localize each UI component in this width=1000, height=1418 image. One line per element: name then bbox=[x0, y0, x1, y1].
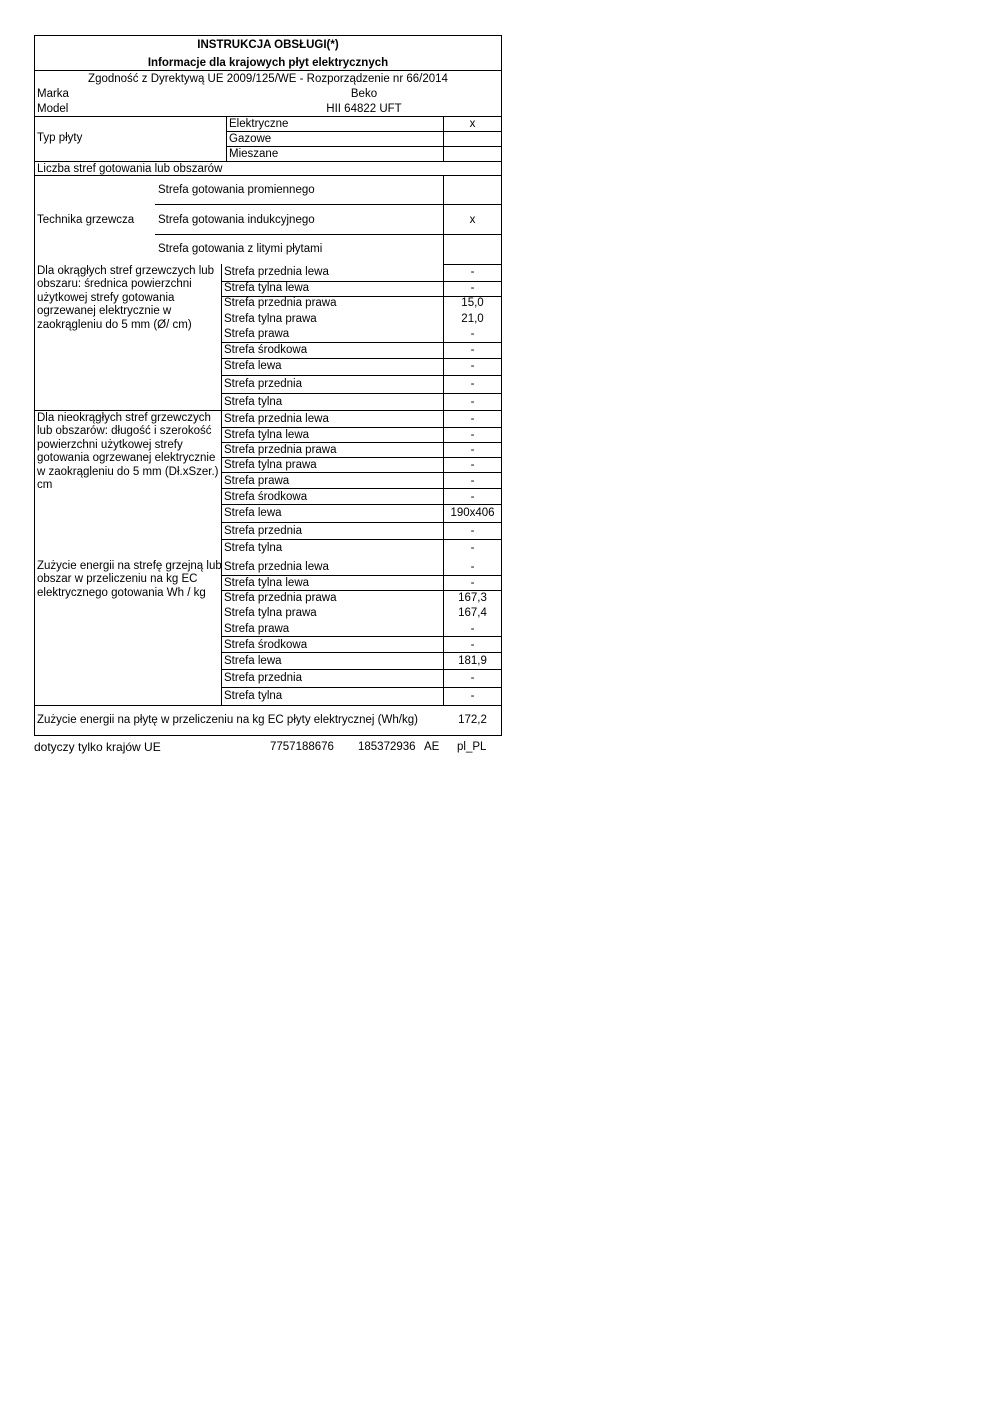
energy-zone-name: Strefa środkowa bbox=[224, 639, 308, 651]
round-zone-value: - bbox=[470, 328, 475, 340]
energy-zone-value: - bbox=[470, 623, 475, 635]
energy-zone-name: Strefa tylna bbox=[224, 690, 283, 702]
round-zone-value: 21,0 bbox=[461, 313, 484, 325]
nonround-zone-name: Strefa lewa bbox=[224, 507, 282, 519]
energy-zone-value: 167,4 bbox=[458, 607, 487, 619]
total-value: 172,2 bbox=[458, 714, 487, 726]
nonround-zone-name: Strefa tylna prawa bbox=[224, 459, 317, 471]
directive-text: Zgodność z Dyrektywą UE 2009/125/WE - Rozporządzenie nr 66/2014 bbox=[88, 73, 448, 85]
energy-zone-value: 167,3 bbox=[458, 592, 487, 604]
hob-type-electric-value: x bbox=[469, 118, 476, 130]
energy-zone-name: Strefa tylna lewa bbox=[224, 577, 310, 589]
model-value: HII 64822 UFT bbox=[326, 103, 402, 115]
round-zone-name: Strefa przednia prawa bbox=[224, 297, 337, 309]
heating-induction: Strefa gotowania indukcyjnego bbox=[158, 214, 315, 226]
energy-zone-name: Strefa przednia lewa bbox=[224, 561, 329, 573]
nonround-zone-name: Strefa tylna bbox=[224, 542, 283, 554]
hob-type-label: Typ płyty bbox=[37, 132, 83, 144]
model-label: Model bbox=[37, 103, 69, 115]
nonround-zone-name: Strefa przednia prawa bbox=[224, 444, 337, 456]
nonround-zone-value: 190x406 bbox=[450, 507, 495, 519]
nonround-zone-value: - bbox=[470, 475, 475, 487]
round-zone-name: Strefa prawa bbox=[224, 328, 290, 340]
nonround-zone-value: - bbox=[470, 525, 475, 537]
nonround-zone-name: Strefa środkowa bbox=[224, 491, 308, 503]
hob-type-electric: Elektryczne bbox=[229, 118, 289, 130]
nonround-zone-value: - bbox=[470, 459, 475, 471]
round-zone-value: - bbox=[470, 282, 475, 294]
round-zones-label: Dla okrągłych stref grzewczych lub obszaru: średnica powierzchni użytkowej strefy gotowania ogrzewanej elektrycznie w zaokrągleniu do 5 mm (Ø/ cm) bbox=[37, 265, 215, 331]
round-zone-value: 15,0 bbox=[461, 297, 484, 309]
heating-radiant: Strefa gotowania promiennego bbox=[158, 184, 315, 196]
nonround-zone-value: - bbox=[470, 542, 475, 554]
energy-zone-value: - bbox=[470, 577, 475, 589]
nonround-zone-value: - bbox=[470, 413, 475, 425]
round-zone-name: Strefa przednia bbox=[224, 378, 302, 390]
energy-zone-name: Strefa przednia prawa bbox=[224, 592, 337, 604]
footer-code-3: AE bbox=[424, 741, 440, 753]
round-zone-value: - bbox=[470, 344, 475, 356]
zone-count-label: Liczba stref gotowania lub obszarów bbox=[37, 163, 223, 175]
round-zone-name: Strefa środkowa bbox=[224, 344, 308, 356]
heating-induction-value: x bbox=[469, 214, 476, 226]
nonround-zone-name: Strefa przednia bbox=[224, 525, 302, 537]
round-zone-value: - bbox=[470, 360, 475, 372]
nonround-zone-name: Strefa tylna lewa bbox=[224, 429, 310, 441]
round-zone-value: - bbox=[470, 396, 475, 408]
document-subtitle: Informacje dla krajowych płyt elektrycznych bbox=[147, 57, 389, 69]
heating-solid: Strefa gotowania z litymi płytami bbox=[158, 243, 323, 255]
round-zone-value: - bbox=[470, 378, 475, 390]
energy-zone-name: Strefa prawa bbox=[224, 623, 290, 635]
footer-code-2: 185372936 bbox=[358, 741, 416, 753]
round-zone-name: Strefa tylna bbox=[224, 396, 283, 408]
nonround-zone-value: - bbox=[470, 444, 475, 456]
energy-zone-value: - bbox=[470, 690, 475, 702]
energy-zone-value: - bbox=[470, 672, 475, 684]
round-zone-name: Strefa przednia lewa bbox=[224, 266, 329, 278]
energy-zone-name: Strefa lewa bbox=[224, 655, 282, 667]
energy-zone-name: Strefa przednia bbox=[224, 672, 302, 684]
nonround-zone-value: - bbox=[470, 429, 475, 441]
energy-zone-value: 181,9 bbox=[458, 655, 487, 667]
document-title: INSTRUKCJA OBSŁUGI(*) bbox=[197, 39, 339, 51]
energy-zone-value: - bbox=[470, 639, 475, 651]
round-zone-name: Strefa lewa bbox=[224, 360, 282, 372]
footer-note: dotyczy tylko krajów UE bbox=[34, 740, 161, 754]
hob-type-mixed: Mieszane bbox=[229, 148, 279, 160]
brand-label: Marka bbox=[37, 88, 69, 100]
heating-label: Technika grzewcza bbox=[37, 214, 135, 226]
round-zone-value: - bbox=[470, 266, 475, 278]
nonround-zone-name: Strefa przednia lewa bbox=[224, 413, 329, 425]
hob-type-gas: Gazowe bbox=[229, 133, 272, 145]
energy-zone-value: - bbox=[470, 561, 475, 573]
total-label: Zużycie energii na płytę w przeliczeniu na kg EC płyty elektrycznej (Wh/kg) bbox=[37, 714, 418, 726]
footer-code-1: 7757188676 bbox=[270, 741, 334, 753]
brand-value: Beko bbox=[350, 88, 378, 100]
energy-zone-name: Strefa tylna prawa bbox=[224, 607, 317, 619]
round-zone-name: Strefa tylna prawa bbox=[224, 313, 317, 325]
footer-locale: pl_PL bbox=[457, 741, 487, 753]
energy-zones-label: Zużycie energii na strefę grzejną lub obszar w przeliczeniu na kg EC elektrycznego gotowania Wh / kg bbox=[37, 560, 222, 599]
nonround-zones-label: Dla nieokrągłych stref grzewczych lub obszarów: długość i szerokość powierzchni użytkowej strefy gotowania ogrzewanej elektrycznie w zaokrągleniu do 5 mm (Dł.xSzer.) cm bbox=[37, 412, 219, 492]
round-zone-name: Strefa tylna lewa bbox=[224, 282, 310, 294]
nonround-zone-value: - bbox=[470, 491, 475, 503]
nonround-zone-name: Strefa prawa bbox=[224, 475, 290, 487]
